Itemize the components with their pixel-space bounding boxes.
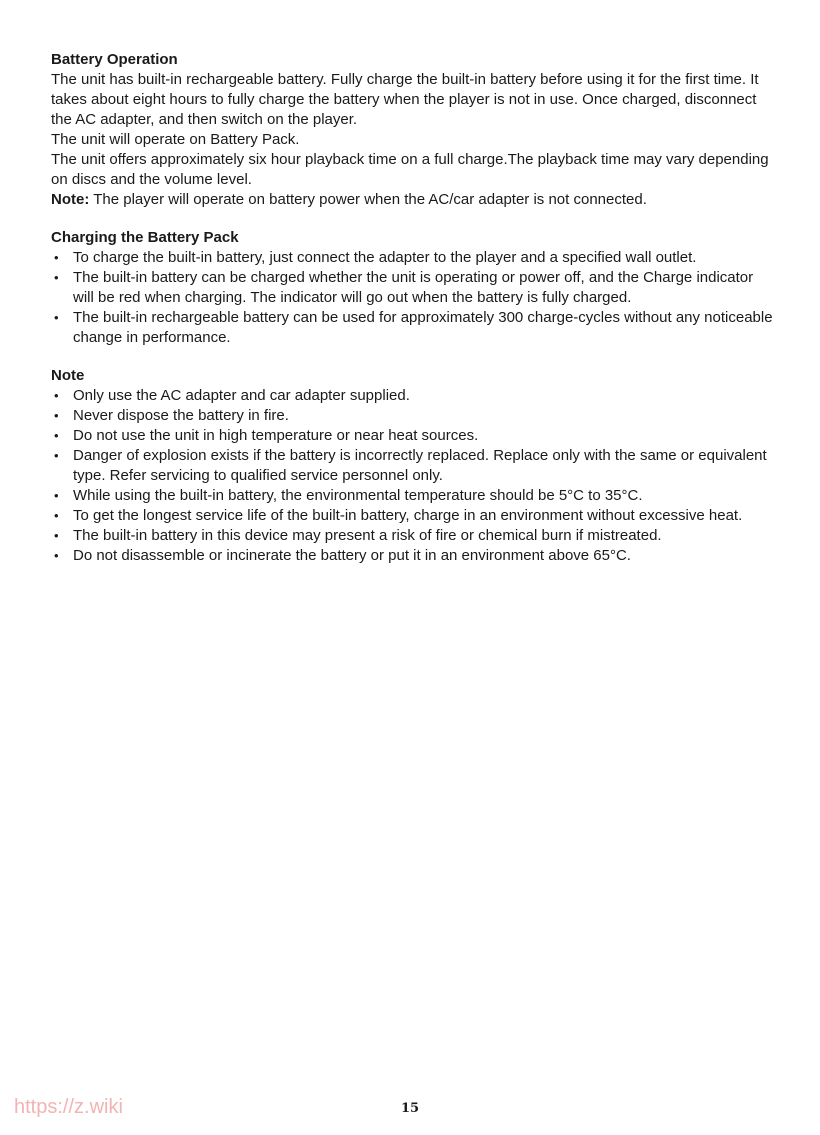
list-item bbox=[51, 446, 776, 486]
list-item-text: To get the longest service life of the built-in battery, charge in an environment without excessive heat. bbox=[73, 507, 743, 524]
list-item bbox=[51, 526, 776, 546]
note-section bbox=[51, 366, 776, 566]
bullet-icon: • bbox=[54, 428, 59, 443]
note-text: The player will operate on battery power when the AC/car adapter is not connected. bbox=[89, 191, 647, 208]
list-item-text: The built-in rechargeable battery can be used for approximately 300 charge-cycles without any noticeable change in performance. bbox=[73, 309, 773, 346]
battery-operation-paragraph: The unit offers approximately six hour playback time on a full charge.The playback time may vary depending on discs and the volume level. bbox=[51, 151, 769, 188]
battery-operation-note bbox=[51, 190, 776, 210]
document-body bbox=[51, 50, 776, 584]
list-item bbox=[51, 268, 776, 308]
battery-operation-paragraph: The unit has built-in rechargeable battery. Fully charge the built-in battery before using it for the first time. It takes about eight hours to fully charge the battery when the player is not in use. Once charged, disconnect the AC adapter, and then switch on the player. bbox=[51, 71, 759, 128]
list-item-text: Do not disassemble or incinerate the battery or put it in an environment above 65°C. bbox=[73, 547, 631, 564]
list-item bbox=[51, 406, 776, 426]
list-item bbox=[51, 308, 776, 348]
watermark-link: https://z.wiki bbox=[14, 1096, 123, 1118]
list-item-text: The built-in battery can be charged whether the unit is operating or power off, and the Charge indicator will be red when charging. The indicator will go out when the battery is fully charged. bbox=[73, 269, 754, 306]
bullet-icon: • bbox=[54, 310, 59, 325]
bullet-icon: • bbox=[54, 448, 59, 463]
list-item bbox=[51, 426, 776, 446]
list-item bbox=[51, 486, 776, 506]
list-item-text: To charge the built-in battery, just connect the adapter to the player and a specified wall outlet. bbox=[73, 249, 697, 266]
note-list bbox=[51, 386, 776, 566]
bullet-icon: • bbox=[54, 270, 59, 285]
battery-operation-paragraph: The unit will operate on Battery Pack. bbox=[51, 131, 300, 148]
bullet-icon: • bbox=[54, 528, 59, 543]
list-item-text: Danger of explosion exists if the battery is incorrectly replaced. Replace only with the same or equivalent type. Refer servicing to qualified service personnel only. bbox=[73, 447, 767, 484]
list-item bbox=[51, 248, 776, 268]
list-item bbox=[51, 546, 776, 566]
list-item-text: The built-in battery in this device may present a risk of fire or chemical burn if mistreated. bbox=[73, 527, 662, 544]
list-item bbox=[51, 506, 776, 526]
page-number: 15 bbox=[400, 1101, 420, 1116]
list-item-text: Only use the AC adapter and car adapter supplied. bbox=[73, 387, 410, 404]
bullet-icon: • bbox=[54, 548, 59, 563]
bullet-icon: • bbox=[54, 408, 59, 423]
note-label: Note: bbox=[51, 191, 90, 208]
charging-heading: Charging the Battery Pack bbox=[51, 229, 239, 246]
bullet-icon: • bbox=[54, 488, 59, 503]
charging-list bbox=[51, 248, 776, 348]
bullet-icon: • bbox=[54, 388, 59, 403]
battery-operation-heading: Battery Operation bbox=[51, 51, 178, 68]
charging-section bbox=[51, 228, 776, 348]
note-heading: Note bbox=[51, 367, 85, 384]
list-item-text: Do not use the unit in high temperature or near heat sources. bbox=[73, 427, 479, 444]
bullet-icon: • bbox=[54, 250, 59, 265]
list-item-text: Never dispose the battery in fire. bbox=[73, 407, 289, 424]
list-item-text: While using the built-in battery, the environmental temperature should be 5°C to 35°C. bbox=[73, 487, 643, 504]
bullet-icon: • bbox=[54, 508, 59, 523]
battery-operation-section bbox=[51, 50, 776, 210]
list-item bbox=[51, 386, 776, 406]
